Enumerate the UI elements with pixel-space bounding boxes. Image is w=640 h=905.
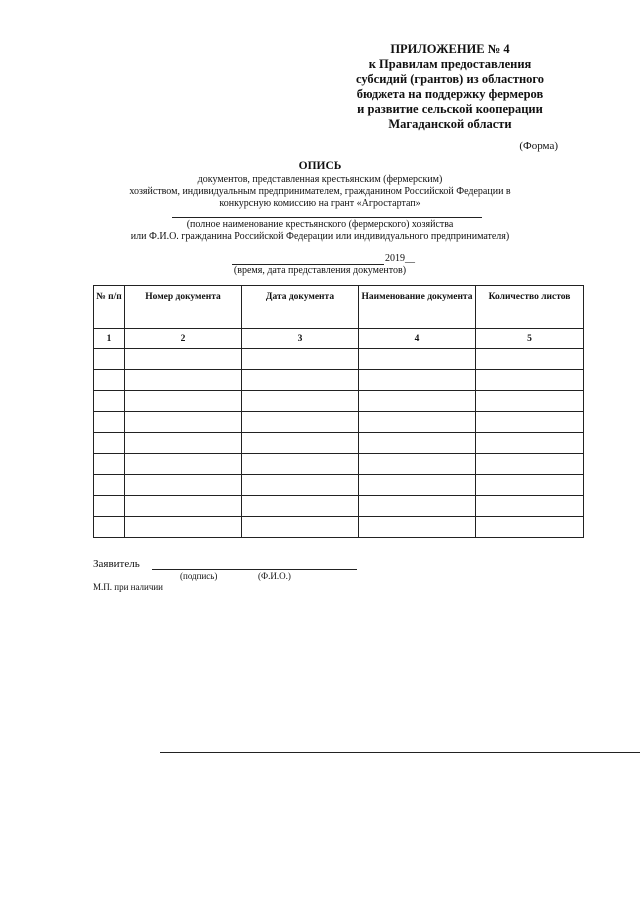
table-row [94, 454, 584, 475]
table-cell[interactable] [94, 412, 125, 433]
applicant-signature-line [152, 569, 357, 570]
date-year: 2019__ [385, 253, 415, 264]
bottom-divider [160, 752, 640, 753]
table-cell[interactable] [242, 454, 359, 475]
table-cell[interactable] [125, 391, 242, 412]
table-row [94, 517, 584, 538]
table-cell[interactable] [94, 496, 125, 517]
table-cell[interactable] [476, 475, 584, 496]
annex-heading [300, 42, 600, 132]
subtitle-line: конкурсную комиссию на грант «Агростартап» [219, 198, 421, 209]
table-cell[interactable] [476, 370, 584, 391]
documents-table [93, 285, 584, 538]
table-column-numbers-row [94, 329, 584, 349]
table-cell[interactable] [125, 433, 242, 454]
table-row [94, 475, 584, 496]
document-title: ОПИСЬ [298, 160, 342, 172]
table-cell[interactable] [359, 496, 476, 517]
header-doc-number: Номер документа [125, 286, 242, 329]
table-row [94, 391, 584, 412]
table-cell[interactable] [359, 370, 476, 391]
table-cell[interactable] [94, 433, 125, 454]
table-cell[interactable] [242, 475, 359, 496]
table-cell[interactable] [476, 454, 584, 475]
table-cell[interactable] [242, 349, 359, 370]
table-cell[interactable] [242, 391, 359, 412]
table-row [94, 349, 584, 370]
caption-line: (полное наименование крестьянского (фермерского) хозяйства [186, 219, 454, 230]
fullname-caption: (Ф.И.О.) [258, 571, 291, 581]
table-cell[interactable] [125, 370, 242, 391]
table-cell[interactable] [476, 391, 584, 412]
annex-line: к Правилам предоставления [368, 57, 532, 71]
document-subtitle [0, 174, 640, 210]
annex-line: ПРИЛОЖЕНИЕ № 4 [390, 42, 510, 56]
header-doc-date: Дата документа [242, 286, 359, 329]
table-cell[interactable] [242, 370, 359, 391]
table-cell[interactable] [125, 412, 242, 433]
table-cell[interactable] [125, 454, 242, 475]
column-number: 2 [125, 329, 242, 349]
table-row [94, 370, 584, 391]
table-cell[interactable] [242, 496, 359, 517]
stamp-note: М.П. при наличии [93, 582, 163, 592]
table-cell[interactable] [359, 349, 476, 370]
table-cell[interactable] [476, 349, 584, 370]
table-cell[interactable] [359, 454, 476, 475]
table-cell[interactable] [94, 454, 125, 475]
table-cell[interactable] [94, 370, 125, 391]
table-row [94, 433, 584, 454]
table-cell[interactable] [94, 349, 125, 370]
table-cell[interactable] [359, 391, 476, 412]
applicant-label: Заявитель [93, 558, 140, 570]
table-cell[interactable] [242, 517, 359, 538]
table-header-row [94, 286, 584, 329]
column-number: 4 [359, 329, 476, 349]
table-cell[interactable] [125, 475, 242, 496]
table-cell[interactable] [476, 517, 584, 538]
table-cell[interactable] [359, 433, 476, 454]
table-cell[interactable] [476, 412, 584, 433]
table-cell[interactable] [242, 433, 359, 454]
farm-name-caption [0, 219, 640, 243]
farm-name-line [172, 217, 482, 218]
table-cell[interactable] [94, 391, 125, 412]
form-label: (Форма) [519, 140, 558, 152]
header-sheet-count: Количество листов [476, 286, 584, 329]
column-number: 3 [242, 329, 359, 349]
annex-line: Магаданской области [388, 117, 512, 131]
table-cell[interactable] [94, 517, 125, 538]
annex-line: и развитие сельской кооперации [357, 102, 543, 116]
header-doc-name: Наименование документа [359, 286, 476, 329]
date-caption: (время, дата представления документов) [233, 265, 407, 276]
column-number: 1 [94, 329, 125, 349]
table-cell[interactable] [359, 475, 476, 496]
table-cell[interactable] [359, 412, 476, 433]
signature-caption: (подпись) [180, 571, 218, 581]
table-cell[interactable] [242, 412, 359, 433]
table-row [94, 496, 584, 517]
table-cell[interactable] [476, 433, 584, 454]
table-row [94, 412, 584, 433]
caption-line: или Ф.И.О. гражданина Российской Федерации или индивидуального предпринимателя) [130, 231, 510, 242]
subtitle-line: хозяйством, индивидуальным предпринимателем, гражданином Российской Федерации в [129, 186, 511, 197]
annex-line: бюджета на поддержку фермеров [356, 87, 544, 101]
annex-line: субсидий (грантов) из областного [355, 72, 545, 86]
table-cell[interactable] [476, 496, 584, 517]
header-number: № п/п [94, 286, 125, 329]
column-number: 5 [476, 329, 584, 349]
table-cell[interactable] [125, 517, 242, 538]
subtitle-line: документов, представленная крестьянским (фермерским) [197, 174, 443, 185]
table-cell[interactable] [125, 349, 242, 370]
table-cell[interactable] [125, 496, 242, 517]
table-cell[interactable] [94, 475, 125, 496]
table-cell[interactable] [359, 517, 476, 538]
